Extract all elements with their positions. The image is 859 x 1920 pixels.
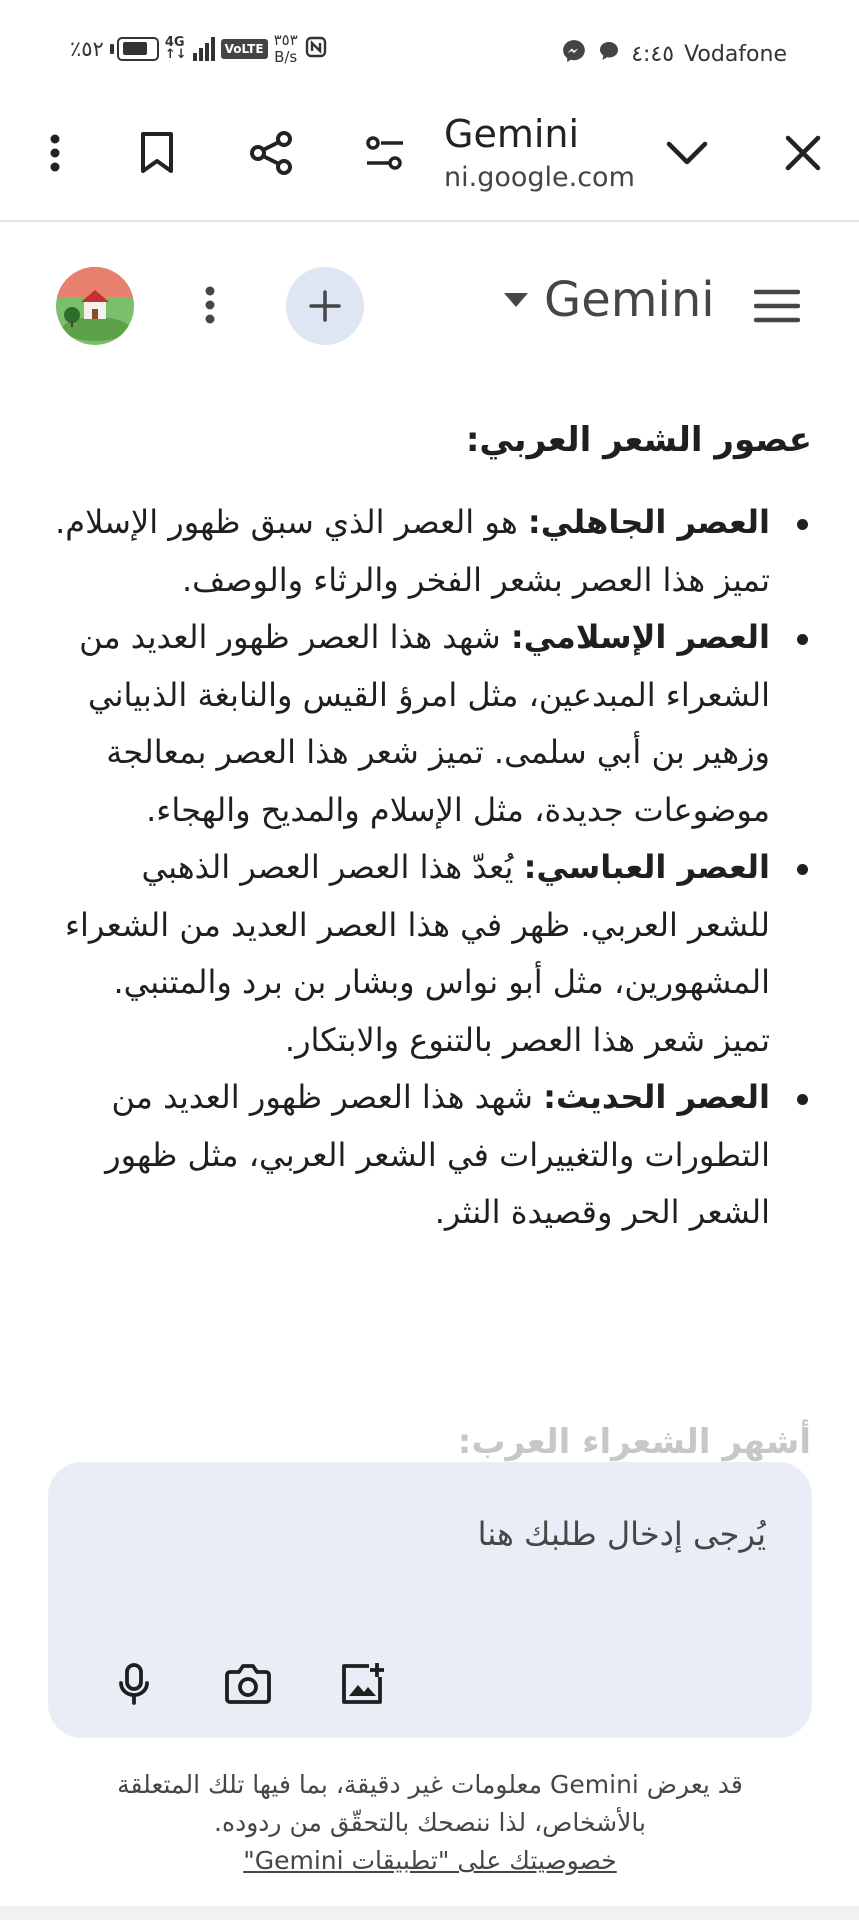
page-title: Gemini (444, 112, 580, 156)
clock: ٤:٤٥ (631, 41, 675, 67)
list-item (52, 1069, 812, 1242)
section-heading: عصور الشعر العربي: (465, 420, 812, 460)
era-name: العصر الحديث: (543, 1078, 770, 1116)
battery-percent: ٪٥٢ (70, 37, 104, 61)
era-list (52, 494, 812, 1242)
microphone-icon[interactable] (104, 1654, 164, 1714)
share-icon[interactable] (246, 128, 296, 178)
status-bar (0, 0, 859, 100)
carrier-name: Vodafone (684, 41, 787, 67)
add-image-icon[interactable] (332, 1654, 392, 1714)
data-speed (274, 32, 298, 66)
signal-icon (193, 37, 215, 61)
hamburger-menu-icon[interactable] (752, 284, 802, 328)
model-switcher[interactable] (504, 272, 715, 328)
privacy-link[interactable]: خصوصيتك على "تطبيقات Gemini" (243, 1846, 617, 1875)
caret-down-icon (504, 293, 528, 307)
volte-badge: VoLTE (221, 39, 268, 59)
messenger-icon (561, 38, 587, 70)
disclaimer-text: قد يعرض Gemini معلومات غير دقيقة، بما فيها تلك المتعلقة بالأشخاص، لذا ننصحك بالتحقّق من ردوده. (117, 1770, 743, 1837)
network-type (165, 37, 187, 61)
response-content (52, 420, 812, 1242)
speed-value: ٣٥٣ (273, 31, 298, 49)
bookmark-icon[interactable] (132, 128, 182, 178)
network-sub: ↑↓ (164, 47, 187, 62)
era-name: العصر العباسي: (523, 848, 770, 886)
era-name: العصر الجاهلي: (527, 503, 770, 541)
prompt-input[interactable] (206, 1504, 766, 1564)
list-item (52, 494, 812, 609)
list-item (52, 609, 812, 839)
era-text: شهد هذا العصر ظهور العديد من التطورات والتغييرات في الشعر العربي، مثل ظهور الشعر الحر وقصيدة النثر. (105, 1078, 770, 1231)
era-name: العصر الإسلامي: (510, 618, 770, 656)
prompt-panel (48, 1462, 812, 1738)
more-options-icon[interactable] (30, 128, 80, 178)
avatar[interactable] (56, 267, 134, 345)
page-settings-icon[interactable] (360, 128, 410, 178)
speed-unit: B/s (274, 48, 298, 66)
era-text: شهد هذا العصر ظهور العديد من الشعراء المبدعين، مثل امرؤ القيس والنابغة الذبياني وزهير بن أبي سلمى. تميز شعر هذا العصر بمعالجة موضوعات جديدة، مثل الإسلام والمديح والهجاء. (79, 618, 770, 829)
close-icon[interactable] (778, 128, 828, 178)
chat-bubble-icon (597, 39, 621, 69)
network-tag: 4G (164, 35, 185, 50)
page-url[interactable]: ni.google.com (444, 162, 635, 193)
list-item (52, 839, 812, 1069)
era-text: هو العصر الذي سبق ظهور الإسلام. تميز هذا العصر بشعر الفخر والرثاء والوصف. (55, 503, 770, 599)
disclaimer (60, 1766, 800, 1880)
nfc-icon (304, 35, 328, 64)
navigation-bar (0, 1906, 859, 1920)
camera-icon[interactable] (218, 1654, 278, 1714)
plus-icon (307, 288, 343, 324)
era-text: يُعدّ هذا العصر العصر الذهبي للشعر العربي. ظهر في هذا العصر العديد من الشعراء المشهورين، مثل أبو نواس وبشار بن برد والمتنبي. تميز شعر هذا العصر بالتنوع والابتكار. (64, 848, 770, 1059)
new-chat-button[interactable] (286, 267, 364, 345)
conversation-options-icon[interactable] (190, 280, 230, 330)
battery-cap (110, 44, 114, 54)
status-left (70, 32, 328, 66)
status-right (561, 38, 787, 70)
chevron-down-icon[interactable] (662, 128, 712, 178)
battery-icon (117, 37, 159, 61)
next-section-heading: أشهر الشعراء العرب: (457, 1422, 811, 1462)
browser-toolbar (0, 100, 859, 222)
brand-label: Gemini (544, 272, 715, 328)
